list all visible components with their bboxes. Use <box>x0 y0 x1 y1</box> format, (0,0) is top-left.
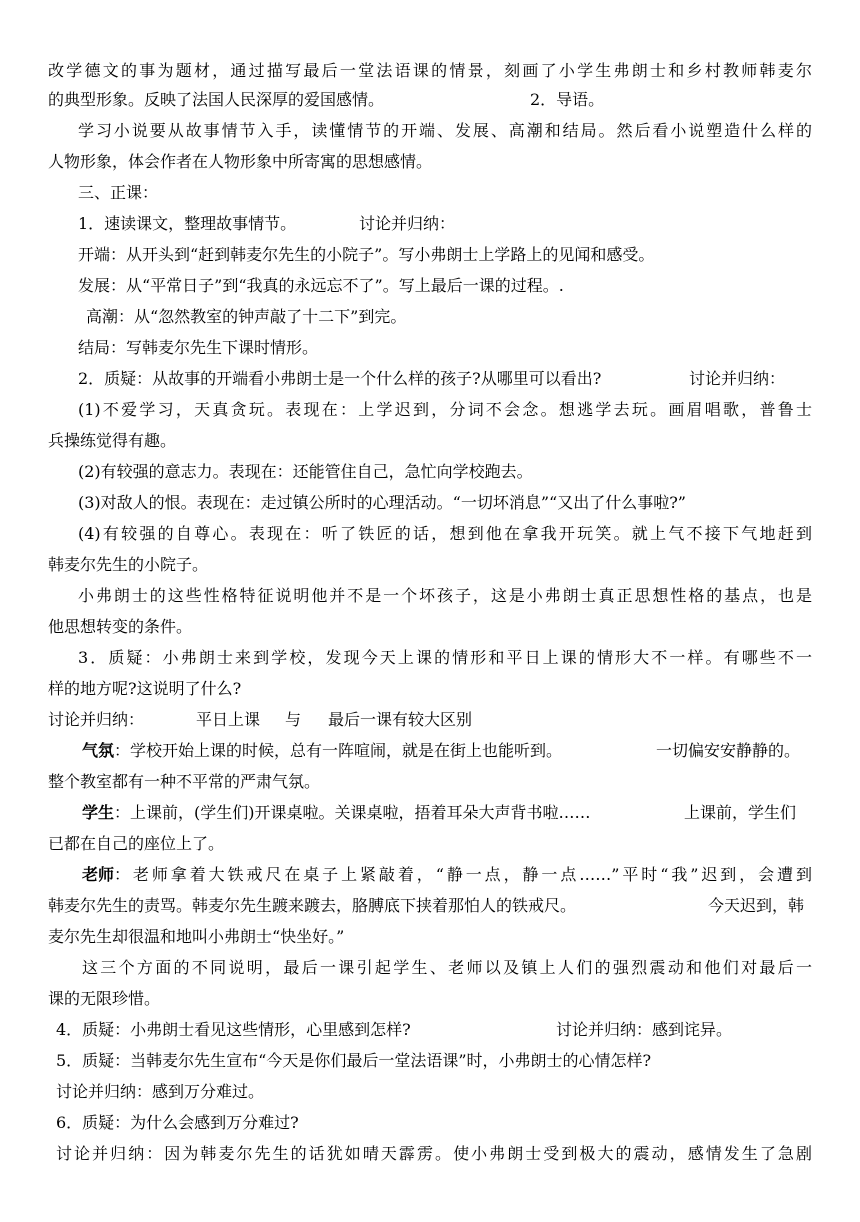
text-line: 开端：从开头到“赶到韩麦尔先生的小院子”。写小弗朗士上学路上的见闻和感受。 <box>78 245 655 264</box>
section-heading: 三、正课： <box>78 183 159 202</box>
text-line: 高潮：从“忽然教室的钟声敲了十二下”到完。 <box>86 307 407 326</box>
label-teacher: 老师 <box>82 865 115 884</box>
text-line: 与 <box>285 710 302 729</box>
text-line: 兵操练觉得有趣。 <box>48 431 177 450</box>
text-line: 4．质疑：小弗朗士看见这些情形，心里感到怎样? <box>56 1020 411 1039</box>
text-line: 结局：写韩麦尔先生下课时情形。 <box>78 338 319 357</box>
text-line: 讨论并归纳： <box>48 710 145 729</box>
text-line: 2．质疑：从故事的开端看小弗朗士是一个什么样的孩子?从哪里可以看出? <box>78 369 602 388</box>
text-line: 讨论并归纳：感到诧异。 <box>556 1020 733 1039</box>
text-line: ：上课前，(学生们)开课桌啦。关课桌啦，捂着耳朵大声背书啦…… <box>114 803 591 822</box>
text-line: 2．导语。 <box>530 90 605 109</box>
text-line: 今天迟到，韩 <box>708 896 805 915</box>
text-line: 讨论并归纳：感到万分难过。 <box>56 1082 265 1101</box>
text-line: 平日上课 <box>196 710 261 729</box>
text-line: 最后一课有较大区别 <box>328 710 473 729</box>
text-line: 整个教室都有一种不平常的严肃气氛。 <box>48 772 321 791</box>
text-line: 3．质疑：小弗朗士来到学校，发现今天上课的情形和平日上课的情形大不一样。有哪些不一 <box>78 648 812 667</box>
text-line: 样的地方呢?这说明了什么? <box>48 679 242 698</box>
text-line: 他思想转变的条件。 <box>48 617 193 636</box>
text-line: ：学校开始上课的时候，总有一阵喧闹，就是在街上也能听到。 <box>114 741 563 760</box>
text-line: 韩麦尔先生的责骂。韩麦尔先生踱来踱去，胳膊底下挟着那怕人的铁戒尺。 <box>48 896 577 915</box>
text-line: (2)有较强的意志力。表现在：还能管住自己，急忙向学校跑去。 <box>78 462 533 481</box>
text-line: (3)对敌人的恨。表现在：走过镇公所时的心理活动。“一切坏消息”“又出了什么事啦?” <box>78 493 686 512</box>
text-line: 的典型形象。反映了法国人民深厚的爱国感情。 <box>48 90 385 109</box>
text-line: 麦尔先生却很温和地叫小弗朗士“快坐好。” <box>48 927 345 946</box>
text-line: 上课前，学生们 <box>684 803 797 822</box>
text-line: (4)有较强的自尊心。表现在：听了铁匠的话，想到他在拿我开玩笑。就上气不接下气地赶到 <box>78 524 812 543</box>
text-line: 讨论并归纳： <box>359 214 456 233</box>
text-line: 改学德文的事为题材，通过描写最后一堂法语课的情景，刻画了小学生弗朗士和乡村教师韩麦尔 <box>48 61 812 80</box>
label-students: 学生 <box>82 803 115 822</box>
text-line: 学习小说要从故事情节入手，读懂情节的开端、发展、高潮和结局。然后看小说塑造什么样的 <box>78 121 812 140</box>
text-line: 已都在自己的座位上了。 <box>48 834 225 853</box>
text-line: 讨论并归纳： <box>689 369 786 388</box>
text-line: 发展：从“平常日子”到“我真的永远忘不了”。写上最后一课的过程。. <box>78 276 564 295</box>
text-line: 人物形象，体会作者在人物形象中所寄寓的思想感情。 <box>48 152 433 171</box>
text-line: 5．质疑：当韩麦尔先生宣布“今天是你们最后一堂法语课”时，小弗朗士的心情怎样? <box>56 1051 652 1070</box>
text-line: 1．速读课文，整理故事情节。 <box>78 214 297 233</box>
label-atmosphere: 气氛 <box>82 741 115 760</box>
text-line: 课的无限珍惜。 <box>48 989 161 1008</box>
text-line: (1)不爱学习，天真贪玩。表现在：上学迟到，分词不会念。想逃学去玩。画眉唱歌，普鲁士 <box>78 400 812 419</box>
text-line: 小弗朗士的这些性格特征说明他并不是一个坏孩子，这是小弗朗士真正思想性格的基点，也是 <box>78 586 812 605</box>
text-line: 韩麦尔先生的小院子。 <box>48 555 209 574</box>
text-line: 这三个方面的不同说明，最后一课引起学生、老师以及镇上人们的强烈震动和他们对最后一 <box>82 958 812 977</box>
text-line: ：老师拿着大铁戒尺在桌子上紧敲着，“静一点，静一点……”平时“我”迟到，会遭到 <box>114 865 812 884</box>
text-line: 6．质疑：为什么会感到万分难过? <box>56 1113 299 1132</box>
text-line: 讨论并归纳：因为韩麦尔先生的话犹如晴天霹雳。使小弗朗士受到极大的震动，感情发生了急剧 <box>56 1144 812 1163</box>
text-line: 一切偏安安静静的。 <box>656 741 801 760</box>
